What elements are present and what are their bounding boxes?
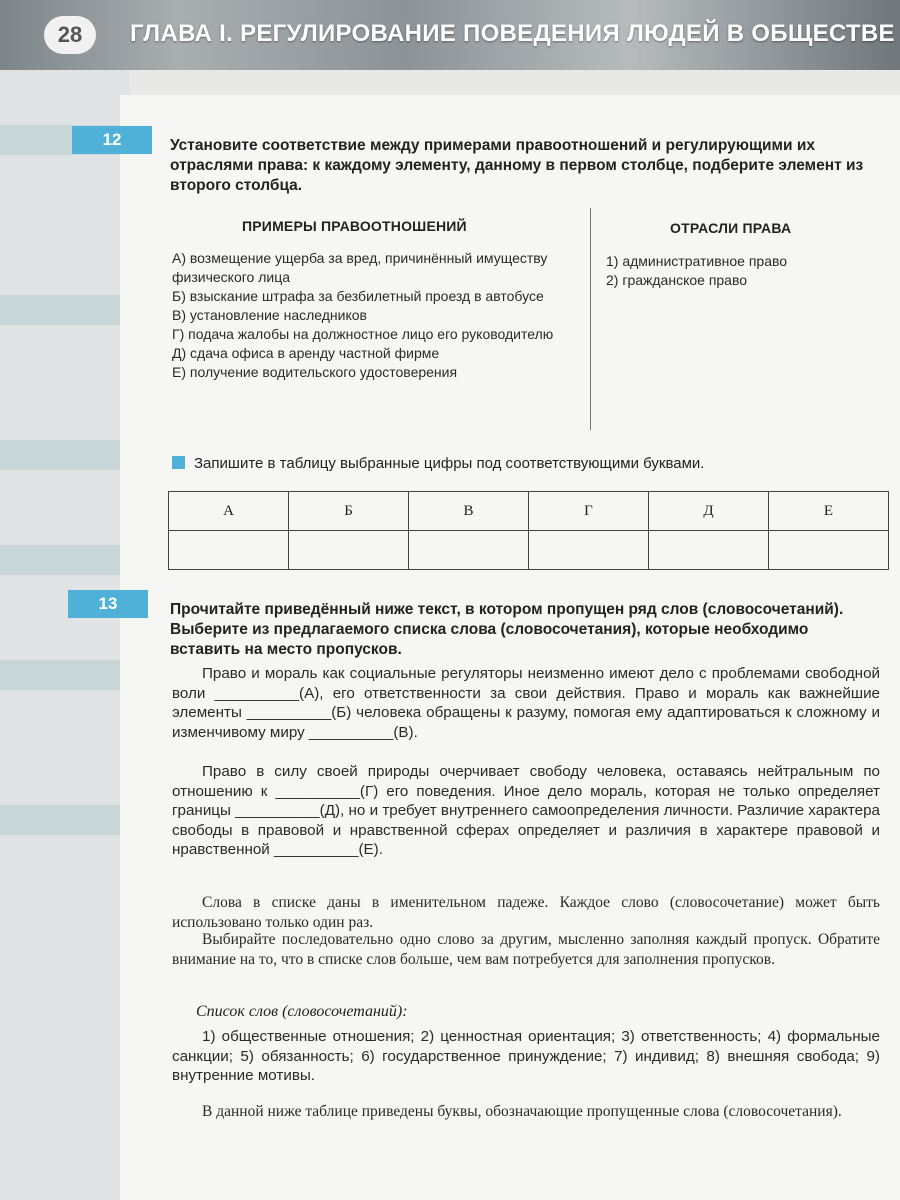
page-header — [0, 0, 900, 70]
column-divider — [590, 208, 591, 430]
underlying-badge — [0, 660, 130, 690]
underlying-badge — [0, 545, 130, 575]
task12-prompt: Установите соответствие между примерами правоотношений и регулирующими их отраслями права: к каждому элементу, данному в первом столбце, подберите элемент из второго столбца. — [170, 137, 864, 194]
underlying-badge — [0, 805, 130, 835]
word-list: 1) общественные отношения; 2) ценностная ориентация; 3) ответственность; 4) формальные санкции; 5) обязанность; 6) государственное принуждение; 7) индивид; 8) внешняя свобода; 9) внутренние мотивы. — [172, 1028, 880, 1084]
list-item: А) возмещение ущерба за вред, причинённый имуществу физического лица — [172, 250, 548, 285]
page-number: 28 — [44, 16, 96, 54]
answer-input-cell[interactable] — [169, 531, 289, 570]
answer-table — [168, 491, 889, 570]
answer-input-cell[interactable] — [409, 531, 529, 570]
task-number-badge: 12 — [72, 126, 152, 154]
underlying-page — [0, 70, 130, 1200]
chapter-title: ГЛАВА I. РЕГУЛИРОВАНИЕ ПОВЕДЕНИЯ ЛЮДЕЙ В ОБЩЕСТВЕ — [130, 20, 895, 47]
task12-instruction: Запишите в таблицу выбранные цифры под соответствующими буквами. — [194, 455, 705, 472]
list-item: Г) подача жалобы на должностное лицо его руководителю — [172, 326, 554, 342]
instruction-note: Выбирайте последовательно одно слово за другим, мысленно заполняя каждый пропуск. Обратите внимание на то, что в списке слов больше, чем вам потребуется для заполнения пропусков. — [172, 931, 880, 968]
examples-column-header: ПРИМЕРЫ ПРАВООТНОШЕНИЙ — [242, 218, 467, 234]
underlying-badge — [0, 295, 130, 325]
answer-letter-cell: Е — [769, 492, 889, 531]
word-list-title: Список слов (словосочетаний): — [196, 1003, 408, 1020]
branches-column-header: ОТРАСЛИ ПРАВА — [670, 220, 792, 236]
answer-letter-cell: А — [169, 492, 289, 531]
instruction-note: Слова в списке даны в именительном падеже. Каждое слово (словосочетание) может быть использовано только один раз. — [172, 894, 880, 931]
table-row — [169, 531, 889, 570]
text-paragraph: Право в силу своей природы очерчивает свободу человека, оставаясь нейтральным по отношению к __________(Г) его поведения. Иное дело мораль, которая не только определяет границы __________(Д), но и требует внутреннего самоопределения личности. Различие характера свободы в правовой и нравственной сферах определяет и различия в характере правовой и нравственной __________(Е). — [172, 763, 880, 858]
answer-input-cell[interactable] — [649, 531, 769, 570]
table-row — [169, 492, 889, 531]
answer-letter-cell: Д — [649, 492, 769, 531]
underlying-badge — [0, 440, 130, 470]
answer-letter-cell: В — [409, 492, 529, 531]
list-item: Е) получение водительского удостоверения — [172, 364, 458, 380]
list-item: Б) взыскание штрафа за безбилетный проезд в автобусе — [172, 288, 544, 304]
list-item: Д) сдача офиса в аренду частной фирме — [172, 345, 440, 361]
list-item: 1) административное право — [606, 253, 788, 269]
answer-input-cell[interactable] — [769, 531, 889, 570]
answer-input-cell[interactable] — [289, 531, 409, 570]
text-paragraph: Право и мораль как социальные регуляторы неизменно имеют дело с проблемами свободной воли __________(А), его ответственности за свои действия. Право и мораль как важнейшие элементы __________(Б) человека обращены к разуму, помогая ему адаптироваться к сложному и изменчивому миру __________(В). — [172, 665, 880, 741]
answer-input-cell[interactable] — [529, 531, 649, 570]
task13-prompt: Прочитайте приведённый ниже текст, в котором пропущен ряд слов (словосочетаний). Выберите из предлагаемого списка слова (словосочетания), которые необходимо вставить на место пропусков. — [170, 601, 844, 658]
answer-letter-cell: Г — [529, 492, 649, 531]
list-item: В) установление наследников — [172, 307, 367, 323]
task-number-badge: 13 — [68, 590, 148, 618]
branches-list — [606, 252, 876, 290]
list-item: 2) гражданское право — [606, 272, 748, 288]
instruction-square-icon — [172, 456, 185, 469]
answer-letter-cell: Б — [289, 492, 409, 531]
examples-list — [172, 249, 572, 382]
closing-note: В данной ниже таблице приведены буквы, обозначающие пропущенные слова (словосочетания). — [202, 1103, 842, 1120]
